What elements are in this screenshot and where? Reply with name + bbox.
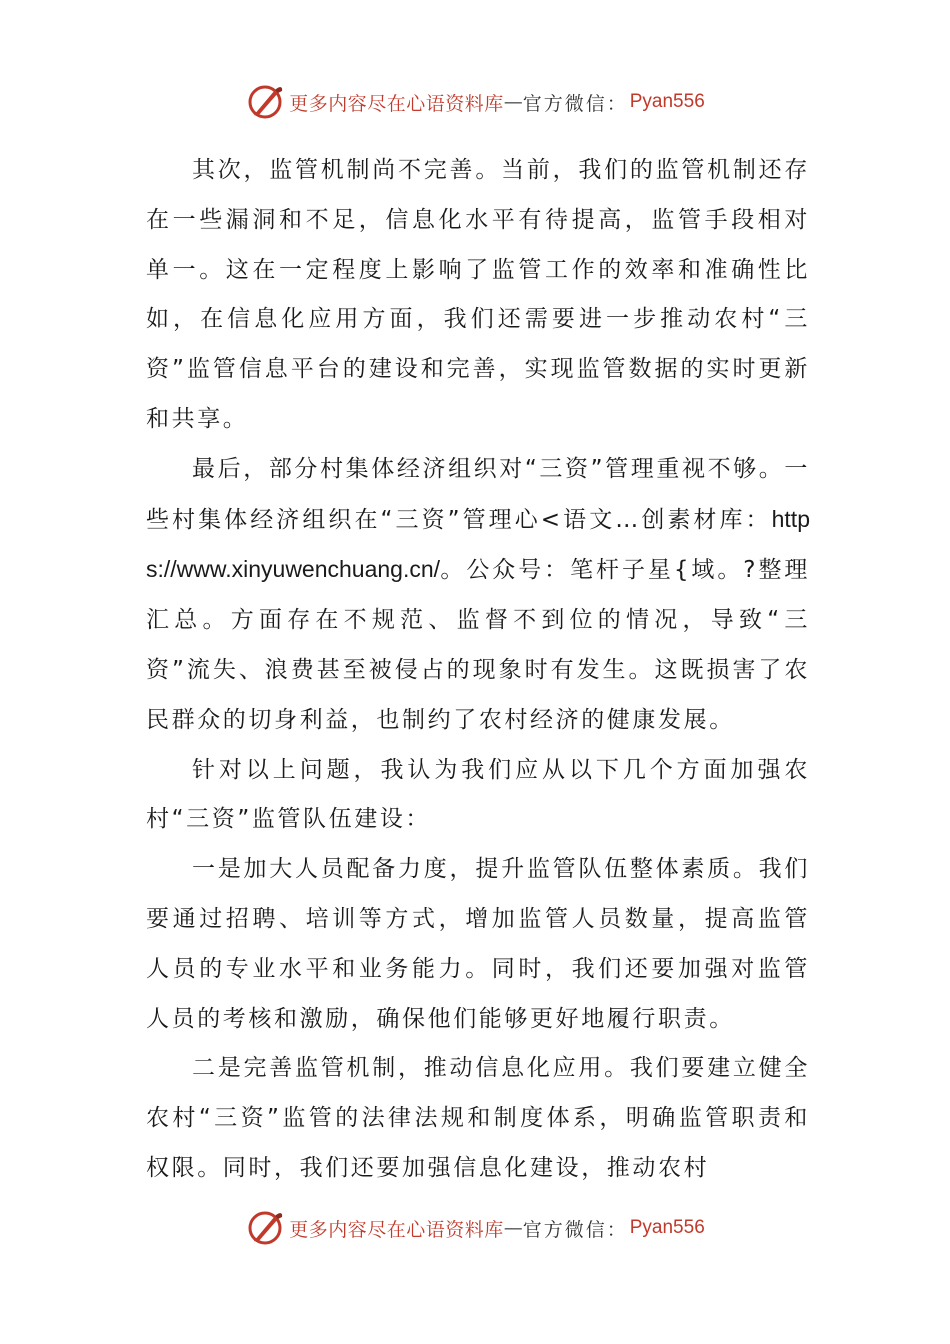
banner-official-label: 官方微信： — [522, 1218, 628, 1241]
header-banner — [0, 80, 950, 124]
quill-logo-icon — [245, 1208, 285, 1248]
banner-separator: — — [503, 1217, 523, 1239]
paragraph-collective-organizations — [146, 445, 810, 746]
paragraph-measure-one: 一是加大人员配备力度，提升监管队伍整体素质。我们要通过招聘、培训等方式，增加监管人员数量，提高监管人员的专业水平和业务能力。同时，我们还要加强对监管人员的考核和激励，确保他们能够更好地履行职责。 — [146, 856, 810, 1032]
paragraph-supervision-mechanism: 其次，监管机制尚不完善。当前，我们的监管机制还存在一些漏洞和不足，信息化水平有待提高，监管手段相对单一。这在一定程度上影响了监管工作的效率和准确性比如，在信息化应用方面，我们还需要进一步推动农村“三资”监管信息平台的建设和完善，实现监管数据的实时更新和共享。 — [146, 157, 810, 432]
banner-brand-text: 更多内容尽在心语资料库 — [289, 92, 504, 115]
quill-logo-icon — [245, 82, 285, 122]
source-url-link[interactable]: https://www.xinyuwenchuang.cn/ — [146, 505, 810, 583]
banner-wechat-id: Pyan556 — [629, 91, 705, 112]
document-body — [146, 146, 810, 1194]
banner-official-label: 官方微信： — [522, 92, 628, 115]
banner-separator: — — [503, 91, 523, 113]
banner-wechat-id: Pyan556 — [629, 1217, 705, 1238]
paragraph-text-before-url: 最后，部分村集体经济组织对“三资”管理重视不够。一些村集体经济组织在“三资”管理心<语文…创素材库： — [146, 455, 810, 533]
paragraph-measures-intro: 针对以上问题，我认为我们应从以下几个方面加强农村“三资”监管队伍建设： — [146, 756, 810, 833]
banner-brand-text: 更多内容尽在心语资料库 — [289, 1218, 504, 1241]
paragraph-text-after-url: 。公众号：笔杆子星{域。?整理汇总。方面存在不规范、监督不到位的情况，导致“三资”流失、浪费甚至被侵占的现象时有发生。这既损害了农民群众的切身利益，也制约了农村经济的健康发展。 — [146, 557, 810, 733]
paragraph-measure-two: 二是完善监管机制，推动信息化应用。我们要建立健全农村“三资”监管的法律法规和制度体系，明确监管职责和权限。同时，我们还要加强信息化建设，推动农村 — [146, 1055, 810, 1181]
footer-banner — [0, 1206, 950, 1250]
